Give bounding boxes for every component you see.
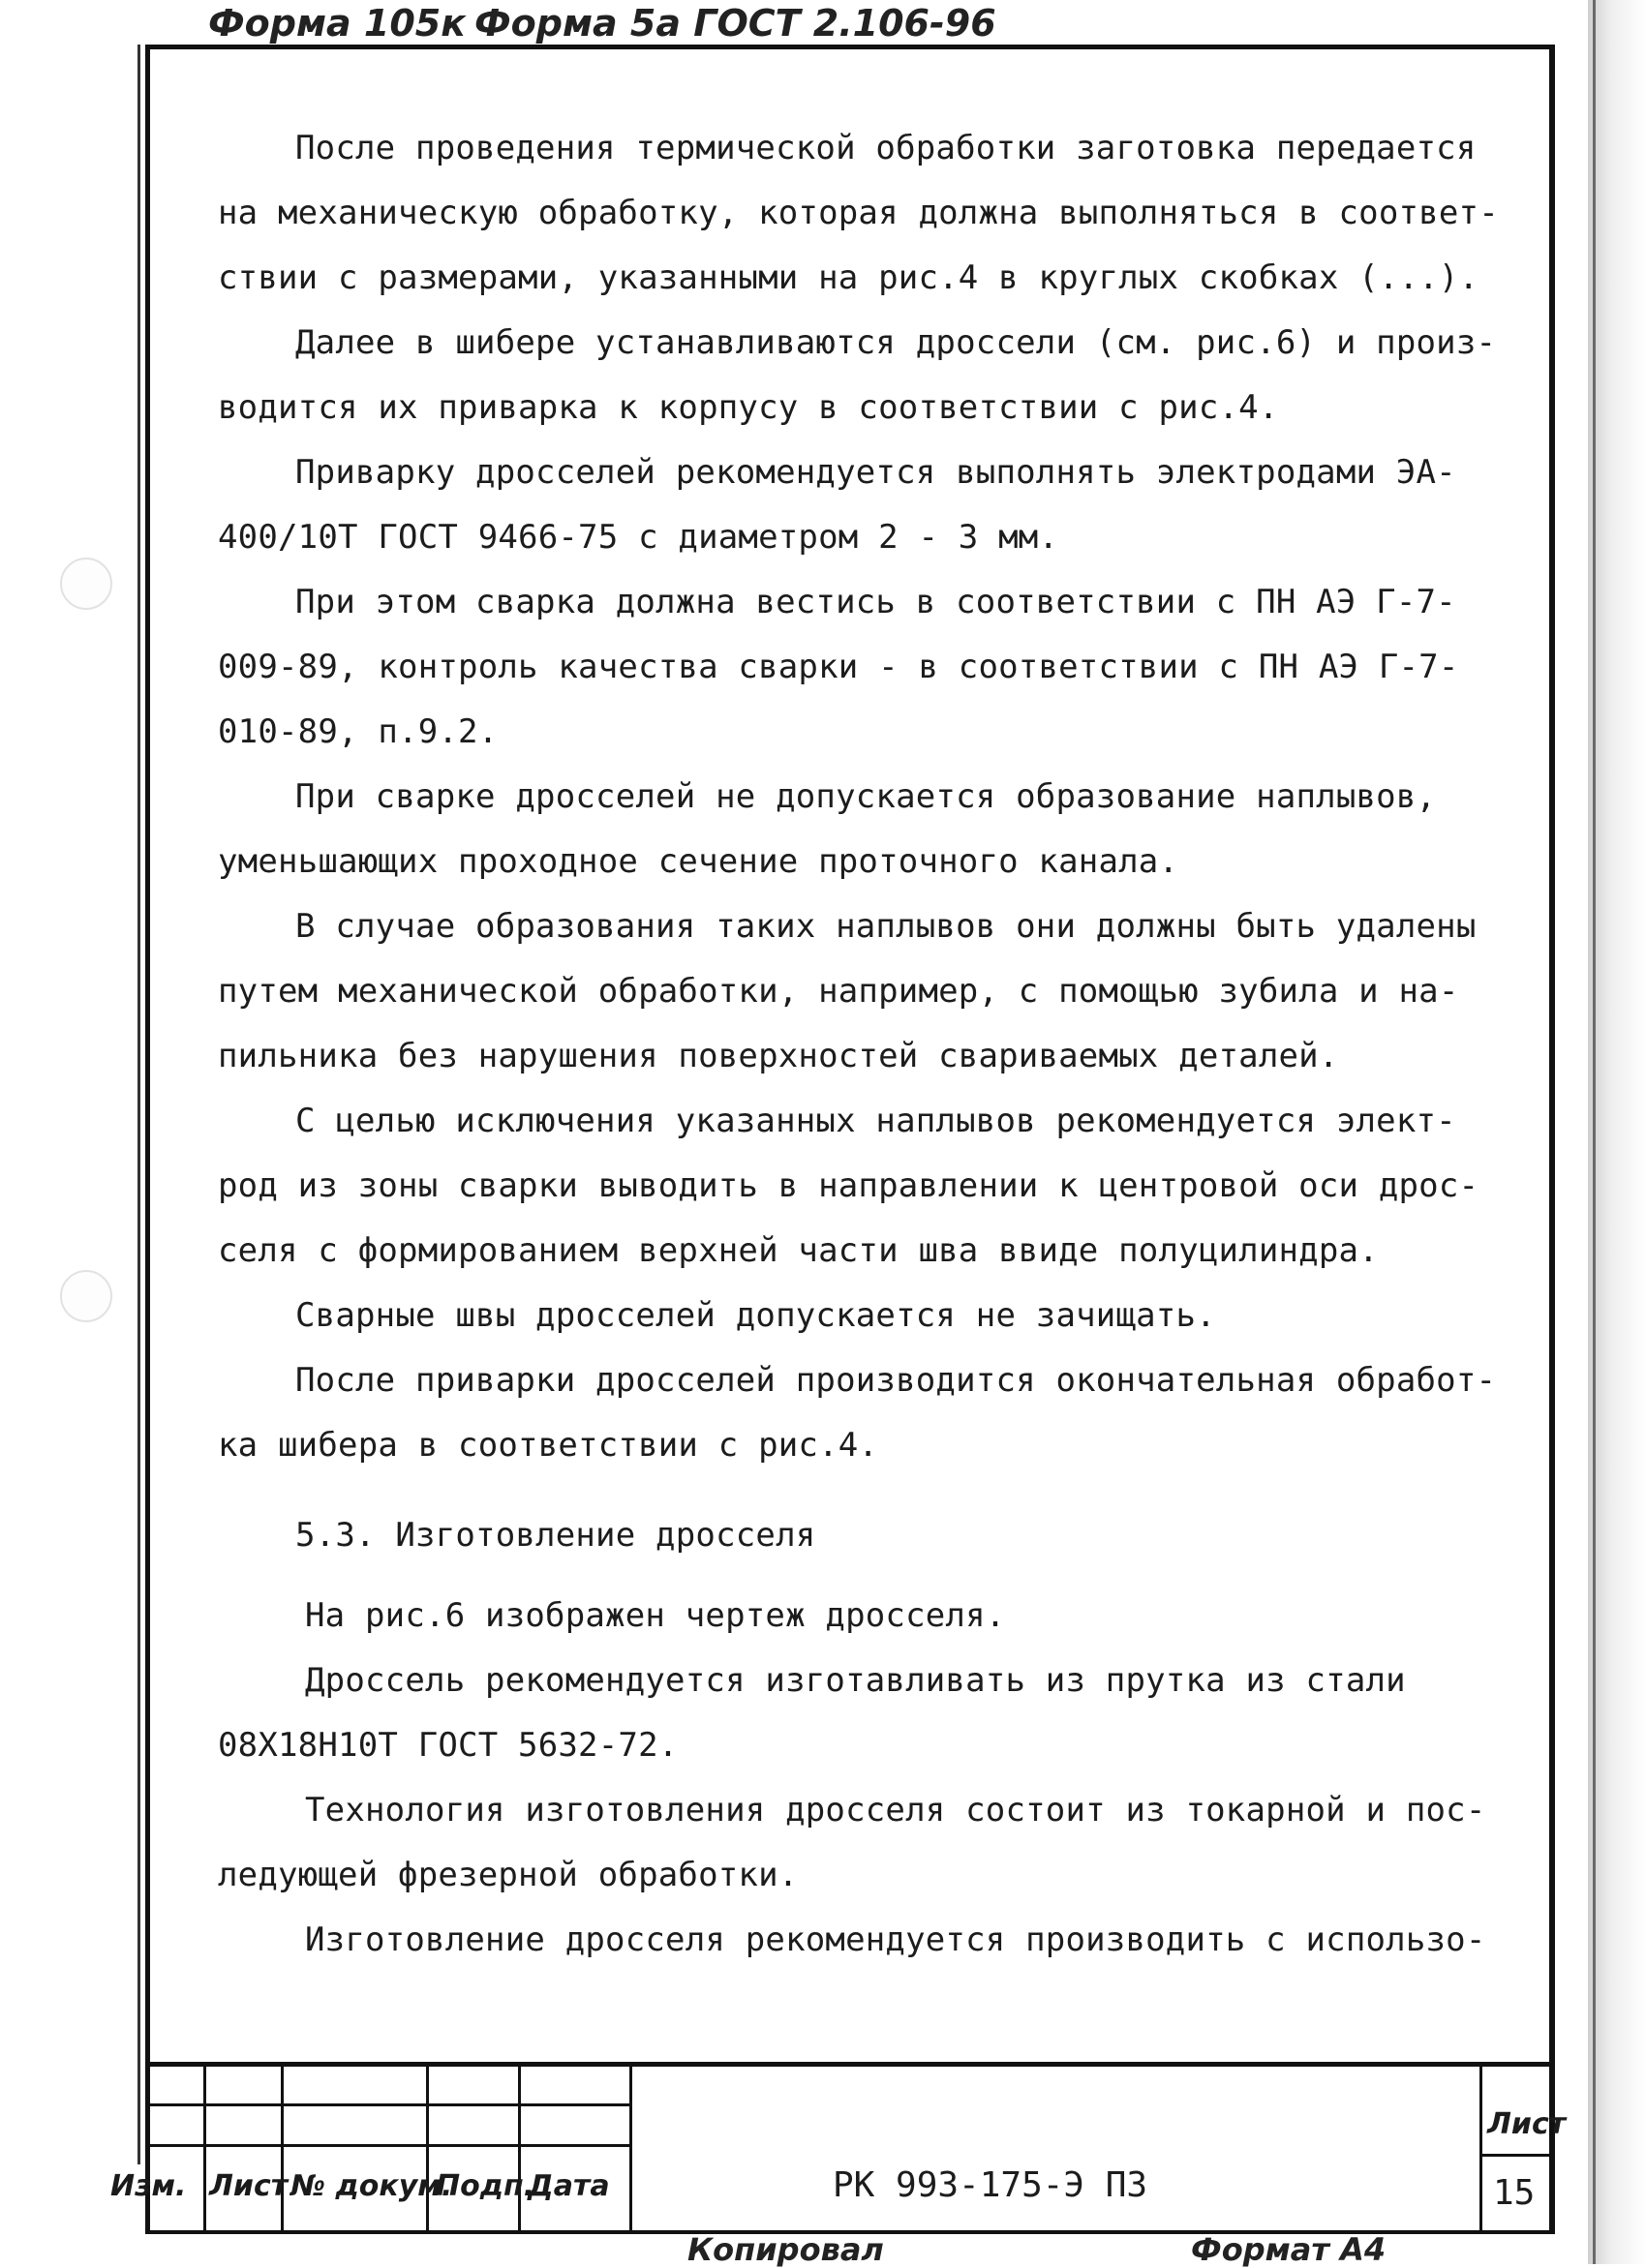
- text-line: После проведения термической обработки заготовка передается: [295, 129, 1477, 167]
- text-line: После приварки дросселей производится окончательная обработ-: [295, 1361, 1497, 1400]
- text-line: 010-89, п.9.2.: [218, 712, 499, 751]
- punch-hole-lower: [60, 1270, 112, 1322]
- text-line: 400/10Т ГОСТ 9466-75 с диаметром 2 - 3 мм.: [218, 518, 1059, 557]
- sheet-number-box: [1479, 2067, 1567, 2230]
- title-block-divider: [281, 2067, 284, 2230]
- text-line: род из зоны сварки выводить в направлении к центровой оси дрос-: [218, 1166, 1479, 1205]
- sheet-box-row-line: [1479, 2154, 1555, 2157]
- text-line: Сварные швы дросселей допускается не зачищать.: [295, 1296, 1216, 1335]
- text-line: уменьшающих проходное сечение проточного канала.: [218, 842, 1179, 881]
- text-line: ледующей фрезерной обработки.: [218, 1856, 799, 1894]
- title-block-divider: [518, 2067, 521, 2230]
- text-line: путем механической обработки, например, с помощью зубила и на-: [218, 972, 1459, 1011]
- text-line: селя с формированием верхней части шва ввиде полуцилиндра.: [218, 1231, 1379, 1270]
- text-line: на механическую обработку, которая должна выполняться в соответ-: [218, 194, 1499, 232]
- document-code: РК 993-175-Э ПЗ: [833, 2165, 1148, 2205]
- title-block-divider: [629, 2067, 632, 2230]
- text-line: Изготовление дросселя рекомендуется производить с использо-: [305, 1920, 1486, 1959]
- col-label-signature: Подп.: [436, 2169, 535, 2203]
- sheet-number: 15: [1493, 2173, 1536, 2213]
- text-line: пильника без нарушения поверхностей свариваемых деталей.: [218, 1037, 1339, 1075]
- punch-hole-upper: [60, 558, 112, 610]
- section-heading: 5.3. Изготовление дросселя: [295, 1516, 816, 1555]
- text-line: 009-89, контроль качества сварки - в соответствии с ПН АЭ Г-7-: [218, 648, 1459, 686]
- paper-edge: [1588, 0, 1646, 2264]
- col-label-sheet: Лист: [209, 2169, 289, 2203]
- copied-by-label: Копировал: [687, 2231, 884, 2268]
- text-line: На рис.6 изображен чертеж дросселя.: [305, 1596, 1006, 1635]
- text-line: Далее в шибере устанавливаются дроссели (см. рис.6) и произ-: [295, 323, 1497, 362]
- title-block: [110, 2062, 1567, 2230]
- form-header: [145, 0, 1578, 45]
- text-line: ка шибера в соответствии с рис.4.: [218, 1426, 879, 1465]
- text-line: При этом сварка должна вестись в соответствии с ПН АЭ Г-7-: [295, 583, 1456, 621]
- text-line: При сварке дросселей не допускается образование наплывов,: [295, 777, 1437, 816]
- text-line: Приварку дросселей рекомендуется выполнять электродами ЭА-: [295, 453, 1456, 492]
- text-line: Технология изготовления дросселя состоит из токарной и пос-: [305, 1791, 1486, 1830]
- sheet-label: Лист: [1487, 2107, 1567, 2141]
- col-label-date: Дата: [528, 2169, 610, 2203]
- title-block-divider: [203, 2067, 206, 2230]
- format-label: Формат А4: [1191, 2231, 1387, 2268]
- text-line: В случае образования таких наплывов они должны быть удалены: [295, 907, 1477, 946]
- document-body: [218, 116, 1515, 1973]
- text-line: водится их приварка к корпусу в соответствии с рис.4.: [218, 388, 1279, 427]
- col-label-doc-number: № докум.: [290, 2169, 453, 2203]
- form-standard-label: Форма 5а ГОСТ 2.106-96: [474, 2, 996, 45]
- text-line: ствии с размерами, указанными на рис.4 в круглых скобках (...).: [218, 258, 1479, 297]
- text-line: С целью исключения указанных наплывов рекомендуется элект-: [295, 1102, 1456, 1140]
- text-line: 08Х18Н10Т ГОСТ 5632-72.: [218, 1726, 679, 1765]
- title-block-row-line: [145, 2103, 629, 2106]
- title-block-divider: [426, 2067, 429, 2230]
- col-label-change: Изм.: [110, 2169, 187, 2203]
- sheet-box-divider: [1479, 2067, 1482, 2230]
- title-block-row-line: [145, 2144, 629, 2147]
- text-line: Дроссель рекомендуется изготавливать из прутка из стали: [305, 1661, 1406, 1700]
- paper-edge-shadow: [1593, 0, 1596, 2264]
- form-number-label: Форма 105к: [208, 2, 467, 45]
- binding-margin-line: [137, 45, 140, 2164]
